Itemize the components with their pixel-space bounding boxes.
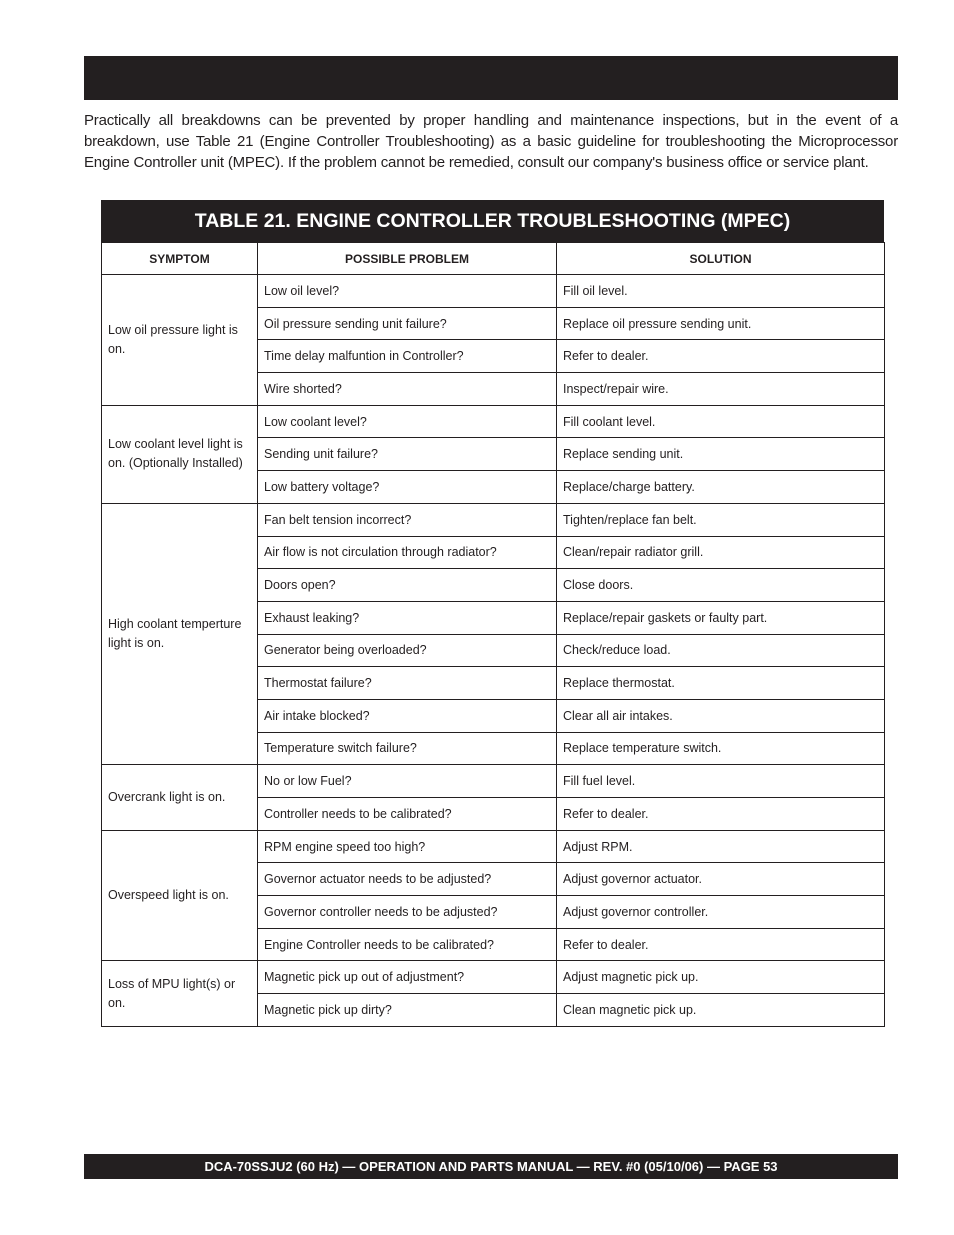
solution-cell: Tighten/replace fan belt.	[557, 503, 885, 536]
problem-cell: Engine Controller needs to be calibrated?	[258, 928, 557, 961]
solution-cell: Replace thermostat.	[557, 667, 885, 700]
problem-cell: Time delay malfuntion in Controller?	[258, 340, 557, 373]
solution-cell: Replace sending unit.	[557, 438, 885, 471]
header-symptom: SYMPTOM	[102, 243, 258, 275]
problem-cell: Fan belt tension incorrect?	[258, 503, 557, 536]
solution-cell: Adjust magnetic pick up.	[557, 961, 885, 994]
symptom-cell: Low coolant level light is on. (Optionally Installed)	[102, 405, 258, 503]
solution-cell: Clean magnetic pick up.	[557, 994, 885, 1027]
problem-cell: Air flow is not circulation through radiator?	[258, 536, 557, 569]
problem-cell: Doors open?	[258, 569, 557, 602]
solution-cell: Fill oil level.	[557, 275, 885, 308]
intro-paragraph: Practically all breakdowns can be prevented by proper handling and maintenance inspections, but in the event of a breakdown, use Table 21 (Engine Controller Troubleshooting) as a basic guideline for troubleshooting the Microprocessor Engine Controller unit (MPEC). If the problem cannot be remedied, consult our company's business office or service plant.	[84, 112, 898, 171]
page-footer: DCA-70SSJU2 (60 Hz) — OPERATION AND PARTS MANUAL — REV. #0 (05/10/06) — PAGE 53	[84, 1154, 898, 1179]
solution-cell: Adjust RPM.	[557, 830, 885, 863]
solution-cell: Clear all air intakes.	[557, 699, 885, 732]
symptom-cell: Loss of MPU light(s) or on.	[102, 961, 258, 1026]
symptom-cell: Overspeed light is on.	[102, 830, 258, 961]
problem-cell: Generator being overloaded?	[258, 634, 557, 667]
header-possible-problem: POSSIBLE PROBLEM	[258, 243, 557, 275]
table-title: TABLE 21. ENGINE CONTROLLER TROUBLESHOOTING (MPEC)	[101, 200, 884, 242]
problem-cell: Exhaust leaking?	[258, 601, 557, 634]
solution-cell: Refer to dealer.	[557, 798, 885, 831]
solution-cell: Refer to dealer.	[557, 340, 885, 373]
solution-cell: Fill coolant level.	[557, 405, 885, 438]
solution-cell: Check/reduce load.	[557, 634, 885, 667]
table-header-row	[102, 243, 885, 275]
problem-cell: Low coolant level?	[258, 405, 557, 438]
solution-cell: Inspect/repair wire.	[557, 373, 885, 406]
table-body	[102, 275, 885, 1027]
symptom-cell: Low oil pressure light is on.	[102, 275, 258, 406]
solution-cell: Adjust governor actuator.	[557, 863, 885, 896]
problem-cell: Governor actuator needs to be adjusted?	[258, 863, 557, 896]
table-grid	[101, 242, 885, 1027]
problem-cell: Magnetic pick up dirty?	[258, 994, 557, 1027]
troubleshooting-table	[101, 200, 884, 1027]
solution-cell: Replace/charge battery.	[557, 471, 885, 504]
symptom-cell: Overcrank light is on.	[102, 765, 258, 830]
problem-cell: Temperature switch failure?	[258, 732, 557, 765]
table-row	[102, 275, 885, 308]
problem-cell: Low battery voltage?	[258, 471, 557, 504]
problem-cell: Low oil level?	[258, 275, 557, 308]
solution-cell: Adjust governor controller.	[557, 896, 885, 929]
problem-cell: RPM engine speed too high?	[258, 830, 557, 863]
problem-cell: No or low Fuel?	[258, 765, 557, 798]
problem-cell: Thermostat failure?	[258, 667, 557, 700]
problem-cell: Controller needs to be calibrated?	[258, 798, 557, 831]
table-row	[102, 405, 885, 438]
problem-cell: Governor controller needs to be adjusted?	[258, 896, 557, 929]
header-solution: SOLUTION	[557, 243, 885, 275]
solution-cell: Replace oil pressure sending unit.	[557, 307, 885, 340]
problem-cell: Sending unit failure?	[258, 438, 557, 471]
solution-cell: Replace temperature switch.	[557, 732, 885, 765]
symptom-cell: High coolant temperture light is on.	[102, 503, 258, 765]
problem-cell: Magnetic pick up out of adjustment?	[258, 961, 557, 994]
problem-cell: Air intake blocked?	[258, 699, 557, 732]
table-row	[102, 961, 885, 994]
problem-cell: Oil pressure sending unit failure?	[258, 307, 557, 340]
table-row	[102, 503, 885, 536]
header-bar	[84, 56, 898, 100]
solution-cell: Replace/repair gaskets or faulty part.	[557, 601, 885, 634]
table-row	[102, 765, 885, 798]
solution-cell: Close doors.	[557, 569, 885, 602]
solution-cell: Fill fuel level.	[557, 765, 885, 798]
table-row	[102, 830, 885, 863]
problem-cell: Wire shorted?	[258, 373, 557, 406]
solution-cell: Clean/repair radiator grill.	[557, 536, 885, 569]
solution-cell: Refer to dealer.	[557, 928, 885, 961]
